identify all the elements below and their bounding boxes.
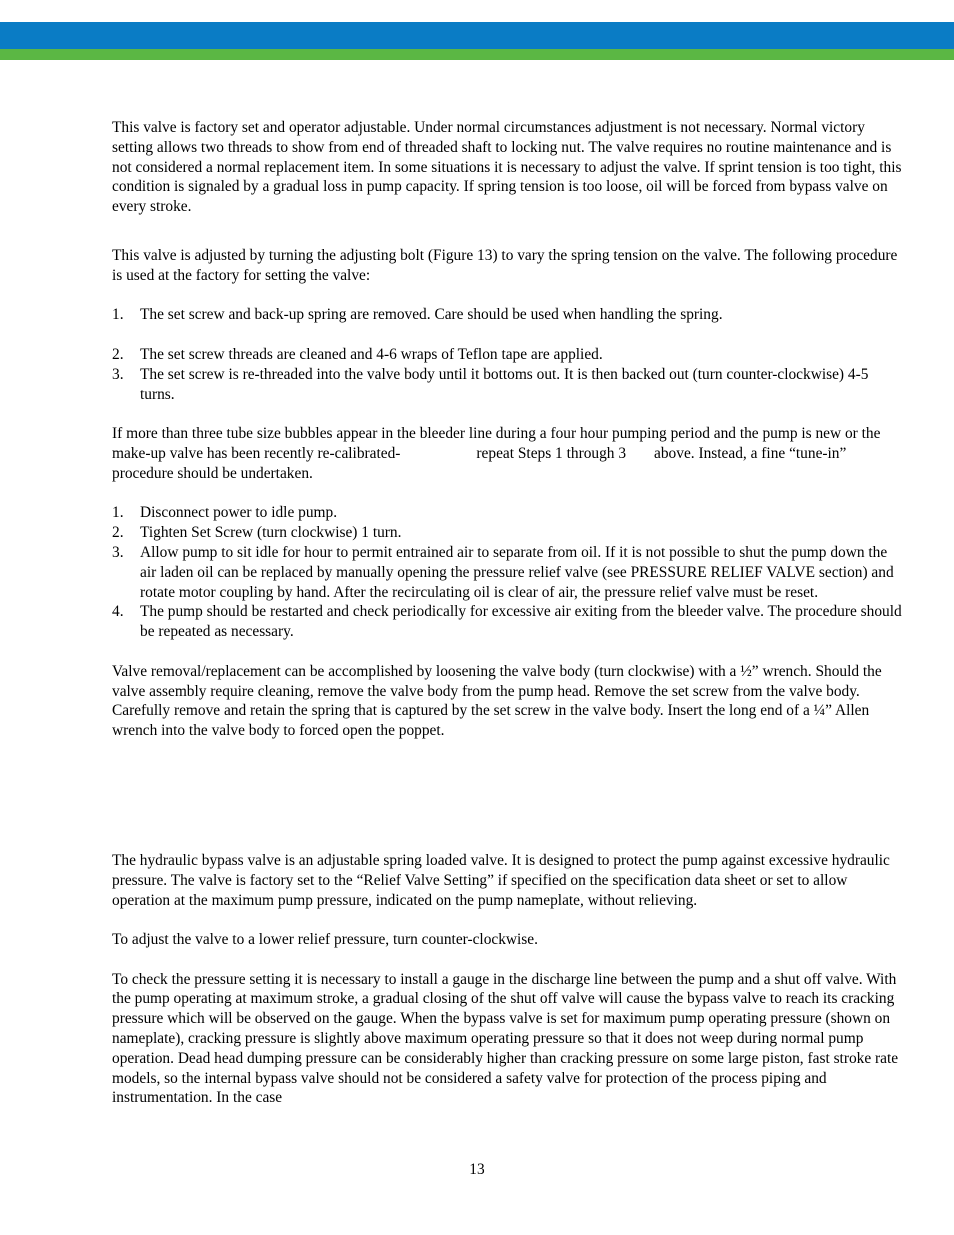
factory-procedure-list bbox=[112, 305, 902, 404]
tune-in-procedure-list bbox=[112, 503, 902, 642]
header-blue-band bbox=[0, 22, 954, 49]
list-item: 2. Tighten Set Screw (turn clockwise) 1 turn. bbox=[112, 524, 402, 542]
paragraph-valve-removal: Valve removal/replacement can be accomplished by loosening the valve body (turn clockwise) with a ½” wrench. Should the valve assembly require cleaning, remove the valve body from the pump head. Remove the set screw from the valve body. Carefully remove and retain the spring that is captured by the set screw in the valve body. Insert the long end of a ¼” Allen wrench into the valve body to forced open the poppet. bbox=[112, 662, 882, 740]
header-green-band bbox=[0, 49, 954, 60]
page-body bbox=[112, 118, 902, 1108]
list-item: 3. Allow pump to sit idle for hour to permit entrained air to separate from oil. If it is not possible to shut the pump down the air laden oil can be replaced by manually opening the pressure relief valve (see PRESSURE RELIEF VALVE section) and rotate motor coupling by hand. After the recirculating oil is clear of air, the pressure relief valve must be reset. bbox=[112, 543, 894, 601]
list-item: 2. The set screw threads are cleaned and 4-6 wraps of Teflon tape are applied. bbox=[112, 345, 603, 363]
list-item: 1. The set screw and back-up spring are removed. Care should be used when handling the spring. bbox=[112, 306, 723, 324]
paragraph-factory-set: This valve is factory set and operator adjustable. Under normal circumstances adjustment is not necessary. Normal victory setting allows two threads to show from end of threaded shaft to locking nut. The valve requires no routine maintenance and is not considered a normal replacement item. In some situations it is necessary to adjust the valve. If sprint tension is too tight, this condition is signaled by a gradual loss in pump capacity. If spring tension is too loose, oil will be forced from bypass valve on every stroke. bbox=[112, 119, 902, 216]
paragraph-lower-relief: To adjust the valve to a lower relief pressure, turn counter-clockwise. bbox=[112, 931, 538, 949]
list-item: 4. The pump should be restarted and check periodically for excessive air exiting from the bleeder valve. The procedure should be repeated as necessary. bbox=[112, 603, 902, 641]
paragraph-pressure-check: To check the pressure setting it is necessary to install a gauge in the discharge line between the pump and a shut off valve. With the pump operating at maximum stroke, a gradual closing of the shut off valve will cause the bypass valve to reach its cracking pressure which will be observed on the gauge. When the bypass valve is set for maximum pump operating pressure (shown on nameplate), cracking pressure is slightly above maximum operating pressure so that it does not weep during normal pump operation. Dead head dumping pressure can be considerably higher than cracking pressure on some large piston, fast stroke rate models, so the internal bypass valve should not be considered a safety valve for protection of the process piping and instrumentation. In the case bbox=[112, 970, 899, 1107]
paragraph-tune-in: If more than three tube size bubbles appear in the bleeder line during a four hour pumping period and the pump is new or the make-up valve has been recently re-calibrated- repeat Steps 1 through 3 above. Instead, a fine “tune-in” procedure should be undertaken. bbox=[112, 425, 881, 482]
page-number: 13 bbox=[469, 1161, 485, 1178]
list-item: 1. Disconnect power to idle pump. bbox=[112, 504, 338, 522]
list-item: 3. The set screw is re-threaded into the valve body until it bottoms out. It is then backed out (turn counter-clockwise) 4-5 turns. bbox=[112, 365, 869, 403]
paragraph-hydraulic-bypass: The hydraulic bypass valve is an adjustable spring loaded valve. It is designed to protect the pump against excessive hydraulic pressure. The valve is factory set to the “Relief Valve Setting” if specified on the specification data sheet or set to allow operation at the maximum pump pressure, indicated on the pump nameplate, without relieving. bbox=[112, 851, 890, 909]
paragraph-adjustment: This valve is adjusted by turning the adjusting bolt (Figure 13) to vary the spring tension on the valve. The following procedure is used at the factory for setting the valve: bbox=[112, 246, 898, 284]
